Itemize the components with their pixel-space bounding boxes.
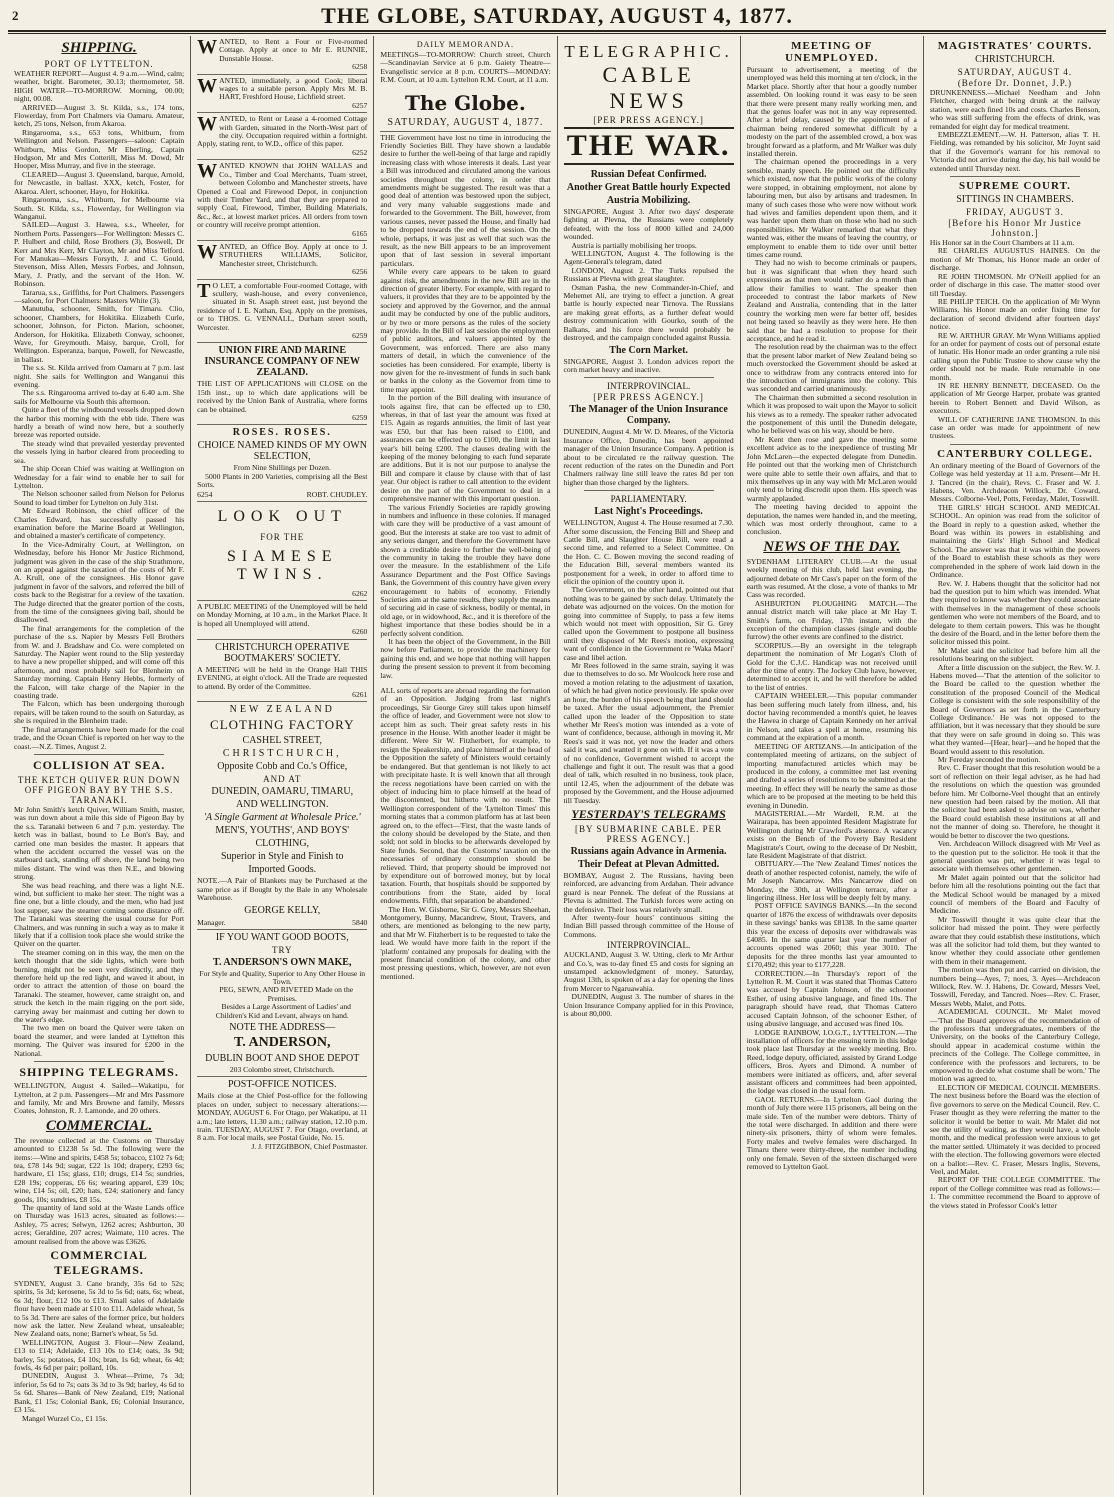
paragraph: Mr Fereday seconded the motion. (937, 755, 1041, 765)
armenia-heading: Russians again Advance in Armenia. (570, 845, 727, 857)
magistrates-date: SATURDAY, AUGUST 4. (957, 67, 1073, 77)
paragraph: The Government, on the other hand, pointed out that nothing was to be gained by such delay. Ultimately the debate was adjourned on the voices. On the motion for going into committee of Supply, to pass a few items which would not meet with opposition, Sir G. Grey called upon the Government to postpone all business until they disposed of Mr Rees's motion, expressing want of confidence in the Government re 'Waka Maori' case and libel action. (563, 585, 734, 662)
war-subheading: Russian Defeat Confirmed. (590, 169, 707, 180)
ad-number: 6254 (197, 489, 213, 499)
classified-ad (197, 115, 367, 160)
magistrates-heading: MAGISTRATES' COURTS. (937, 40, 1093, 52)
parliamentary-heading: PARLIAMENTARY. (610, 494, 687, 505)
plevna-heading: Their Defeat at Plevan Admitted. (578, 858, 720, 870)
ad-number: 6259 (352, 331, 368, 340)
paragraph: WELLINGTON, August 3. Flour—New Zealand, £13 to £14; Adelaide, £13 10s to £14; oats, 3s 9d; barley, 5s; potatoes, £4 10s; bran, 1s 6d; wheat, 6s 4d; fowls, 4s 6d per pair; pollard, 10s. (14, 1337, 185, 1373)
ad-number: 6257 (352, 100, 368, 110)
paragraph: The Falcon, which has been undergoing thorough repairs, will be taken round to the south on Saturday, as she is required in the Blenheim trade. (14, 699, 185, 726)
interprovincial-heading: INTERPROVINCIAL. (606, 381, 691, 392)
ad-line: CASHEL STREET, (242, 735, 322, 747)
ad-text: THE LIST OF APPLICATIONS will CLOSE on the 15th inst., up to which date applications will be received by the Union Bank of Australia, where forms can be obtained. (197, 379, 368, 414)
ad-line: IF YOU WANT GOOD BOOTS, (215, 931, 349, 943)
column-editorial (374, 36, 557, 1495)
ad-line: AND AT (263, 774, 302, 785)
classified-ad (197, 38, 367, 75)
shipping-heading: SHIPPING. (61, 40, 137, 56)
ad-line: CLOTHING, (255, 838, 310, 850)
war-subheading: Another Great Battle hourly Expected (566, 182, 731, 193)
magistrates-before: (Before Dr. Donnet, J.P.) (957, 78, 1073, 88)
ad-text: ANTED, an Office Boy. Apply at once to J. STRUTHERS WILLIAMS, Solicitor, Manchester street, Christchurch. (219, 241, 368, 268)
paragraph: An ordinary meeting of the Board of Governors of the College was held yesterday at 11 a.m. Present—Mr H. J. Tancred (in the chair), Revs. C. Fraser and W. J. Habens, Ven. Archdeacon Willock, Dr. Coward, Messrs. Colborne-Veel, Potts, Fereday, Malet, Tosswill. (929, 460, 1101, 504)
lookout-ad (197, 508, 367, 601)
paragraph: Osman Pasha, the new Commander-in-Chief, and Mehemet Ali, are trying to effect a junction. A great battle is hourly expected near Tirnova. The Russians are making great efforts, as a further defeat would destroy communication with Gourko, south of the Balkans, and his force there would probably be destroyed, and the campaign concluded against Russia. (563, 282, 734, 343)
memoranda-text: MEETINGS—TO-MORROW: Church street, Church—Scandinavian Service at 6 p.m. Gaiety Theatre—Evangelistic service at 8 p.m. COURTS—MONDAY: R.M. Court, at 10 a.m. Lyttelton R.M. Court, at 11 a.m. (380, 50, 551, 85)
drop-cap: W (197, 160, 218, 183)
paragraph: SYDENHAM LITERARY CLUB.—At the usual weekly meeting of this club, held last evening, the adjourned debate on Mr Cass's paper on the form of the earth was resumed. At the close, a vote of thanks to Mr Cass was recorded. (746, 556, 917, 600)
paragraph: POST OFFICE SAVINGS BANKS.—In the second quarter of 1876 the excess of withdrawals over deposits in these savings' banks was £8138. In the same quarter this year the excess of deposits over withdrawals was £4085. In the same quarter last year the number of accounts opened was 2060; this year 3010. The deposits for the three months last year amounted to £170,492; this year to £177,228. (746, 901, 917, 970)
paragraph: The chairman opened the proceedings in a very sensible, manly speech. He pointed out the difficulty which existed, now that the public works of the colony were stopped, in obtaining employment, not alone by labouring men, but also by artisans and tradesmen. In many of such cases those who were now without work had wives and families dependent upon them, and it was harder upon them than on those who had no such responsibilities. Mr Walker remarked that what they wanted was, either the means of leaving the country, or employment to enable them to tide over until better times came round. (746, 157, 917, 259)
ad-text: A PUBLIC MEETING of the Unemployed will be held on Monday Morning, at 10 a.m., in the Market Place. It is hoped all Unemployed will attend. (197, 602, 368, 628)
paragraph: LONDON, August 2. The Turks repulsed the Russians at Plevna with great slaughter. (563, 265, 734, 284)
paragraph: Mr Rees followed in the same strain, saying it was due to themselves to do so. Mr Woolcock here rose and moved a motion relating to the adjustment of taxation, of which he had given notice previously. He spoke over an hour, the burden of his speech being that land should be taxed. After the usual adjournment, the Premier called upon the leader of the Opposition to state whether Mr Rees's motion was intended as a vote of want of confidence, because, although in moving it, Mr Rees's said it was not, yet now the leader and others said it was, and wanted it gone on with. If it was a vote of no confidence, Government wished to accept the challenge and fight it out. The result was that a good deal of talk, which resulted in no business, took place, until 12.45, when the adjournment of the debate was proposed by the Government, and the House adjourned till Tuesday. (563, 661, 734, 805)
ad-heading: ROSES. ROSES. (232, 427, 332, 439)
parliamentary-subheading: Last Night's Proceedings. (594, 506, 703, 518)
ad-display-line: SIAMESE TWINS. (227, 547, 338, 583)
paragraph: The Chairman then submitted a second resolution in which it was proposed to wait upon the Mayor to solicit his views as to a remedy. The speaker rather advocated the postponement of this until the Dunedin delegate, who he believed was on his way, should be here. (746, 392, 917, 436)
interprovincial-heading: INTERPROVINCIAL. (606, 940, 691, 951)
telegraphic-heading: TELEGRAPHIC. (564, 42, 733, 61)
ad-role: Manager. (197, 917, 226, 927)
ad-line: Imported Goods. (248, 864, 317, 876)
union-insurance-ad (197, 345, 367, 425)
corn-market-heading: The Corn Market. (609, 344, 688, 356)
paragraph: Austria is partially mobilising her troops. (571, 240, 697, 250)
post-office-signature: J. J. FITZGIBBON, Chief Postmaster. (251, 1141, 368, 1151)
divider (950, 444, 1080, 445)
paragraph: The two men on board the Quiver were taken on board the steamer, and were landed at Lyttelton this morning. The Quiver was insured for £200 in the National. (14, 1023, 185, 1058)
paragraph: The s.s. Ringarooma arrived to-day at 6.40 a.m. She sails for Melbourne via South this afternoon. (14, 388, 185, 406)
paragraph: The revenue collected at the Customs on Thursday amounted to £1238 5s 5d. The following were the items:—Wine and spirits, £458 5s; tobacco, £102 7s 6d; tea, £78 14s 9d; sugar, £22 1s 10d; drapery, £293 6s; hardware, £1 15s; glass, £10; drugs, £14 5s; sundries, £28 19s; copperas, £6 6s; wearing apparel, £39 10s; wine, £14 5s; oil, £20; hats, £24; stationery and fancy goods, 10s; sundries, £8 15s. (14, 1135, 185, 1204)
column-telegraphic (558, 36, 741, 1495)
post-office-text: Mails close at the Chief Post-office for the following places on under, subject to necessary alterations:— MONDAY, AUGUST 6. For Otago, per Wakatipu, at 11 a.m.; late letters, 11.30 a.m.; railway station, 12.10 p.m. train. TUESDAY, AUGUST 7. For Otago, overland, at 8 a.m. For local mails, see Postal Guide, No. 15. (197, 1091, 368, 1143)
supreme-court-before: [Before his Honor Mr Justice Johnston.] (948, 218, 1082, 239)
ad-line: T. ANDERSON, (233, 1034, 331, 1050)
paragraph: The meeting having decided to appoint the deputation, the names were handed in, and the meeting, which was most orderly throughout, came to a conclusion. (746, 502, 917, 537)
page-number: 2 (12, 8, 19, 23)
bootmakers-ad (197, 642, 367, 703)
ad-signature: GEORGE KELLY, (244, 904, 321, 916)
union-insurance-heading: The Manager of the Union Insurance Company. (569, 404, 728, 427)
public-meeting-ad (197, 603, 367, 640)
drop-cap: W (197, 36, 218, 58)
ad-text: ANTED KNOWN that JOHN WALLAS and Co., Timber and Coal Merchants, Tuam street, between Colombo and Manchester streets, have Opened a Coal and Firewood Depot, in conjunction with their Timber Yard, and that they are prepared to supply Coal, Firewood, Timber, Building Materials, &c., &c., at lowest market prices. All orders from town or country will receive prompt attention. (197, 161, 368, 230)
memoranda-heading: DAILY MEMORANDA. (416, 40, 514, 49)
supreme-court-date: FRIDAY, AUGUST 3. (966, 207, 1064, 218)
paragraph: SINGAPORE, August 3. London advices report the corn market heavy and inactive. (563, 356, 734, 374)
divider (584, 490, 714, 491)
paragraph: While every care appears to be taken to guard against risk, the amendments in the new Bill are in the direction of greater liberty. For example, with regard to valuers, it provides that they are to be appointed by the society and approved by the Governor, and the annual audit may be conducted by one of the public auditors, or by two or more persons as the rules of the society may provide. In the Bill of last session the employment of public auditors, and valuers appointed by the Government, was enforced. There are also many matters of detail, in which the convenience of the societies has been considered. For example, liberty is now given for the re-investment of funds in such bank or banks in the colony as the Governor from time to time may appoint. (380, 267, 551, 394)
paragraph: IN RE HENRY BENNETT, DECEASED. On the application of Mr George Harper, probate was granted herein to Robert Bennett and David Wilson, as executors. (929, 380, 1101, 416)
paragraph: WILL OF CATHERINE JANE THOMSON. In this case an order was made for appointment of new trustees. (929, 414, 1101, 441)
collision-subheading: THE KETCH QUIVER RUN DOWN OFF PIGEON BAY BY THE S.S. TARANAKI. (17, 774, 181, 805)
paragraph: LODGE RAINBOW, I.O.G.T., LYTTELTON.—The installation of officers for the ensuing term in this lodge took place last Thursday at the weekly meeting. Bro. Reed, lodge deputy, officiated, assisted by Grand Lodge officers, Bros. Ayers and Dimond. A number of members were initiated as officers, and, after several assistant officers and committees had been appointed, the lodge was closed in the usual form. (746, 1027, 917, 1096)
paragraph: Rev. W. J. Habens thought that the solicitor had not had the question put to him which was intended. What they required to know was whether they could associate with themselves in the management of these schools gentlemen who were not members of the Board, and to delegate to them certain powers. This was he thought the desire of the Board, and in the letter before them the solicitor missed this point. (929, 578, 1101, 647)
paragraph: Pursuant to advertisement, a meeting of the unemployed was held this morning at ten o'clock, in the Market place. Shortly after that hour a goodly number assembled. On looking round it was easy to be seen that there were present many really working men, and that the genus loafer was not in any way represented. After a brief delay, caused by the appointment of a chairman being rendered somewhat difficult by a modesty on the part of the assembled crowd, a box was brought forward as a platform, and Mr Walker was duly installed therein. (746, 65, 917, 159)
paragraph: OBITUARY.—The 'New Zealand Times' notices the death of another respected colonist, namely, the wife of Mr Joseph Nancarrow. Mrs Nancarrow died on Monday, the 30th, at Wellington terrace, after a lingering illness. Her loss will be deeply felt by many. (746, 859, 917, 902)
column-courts (924, 36, 1106, 1495)
column-advertisements (191, 36, 374, 1495)
masthead-rule-thin (8, 33, 1106, 34)
paragraph: REPORT OF THE COLLEGE COMMITTEE. The report of the College committee was read as follows:— 1. The committee recommend the Board to approve of the views stated in Professor Cook's letter (929, 1175, 1101, 1210)
ad-line: 'A Single Garment at Wholesale Price.' (203, 812, 361, 824)
ad-subheading: CHOICE NAMED KINDS OF MY OWN SELECTION, (197, 440, 367, 463)
paragraph: It has been the object of the Government, in the Bill now before Parliament, to provide the machinery for gaining this end, and we hope that nothing will happen during the present session to prevent it from becoming law. (380, 637, 551, 680)
paragraph: Ringarooma, s.s., 653 tons, Whitburn, from Wellington and Nelson. Passengers—saloon: Captain Whitburn, Miss Gordon, Mr Eberling, Captain Hodgson, Mr and Mrs Cotterill, Miss M. Dowd, Mr Hooper, Miss Murray, and five in the steerage. (14, 127, 185, 171)
ad-display-line: LOOK OUT (217, 507, 347, 525)
drop-cap: W (197, 113, 218, 136)
divider (950, 176, 1080, 177)
editorial-date: SATURDAY, AUGUST 4, 1877. (380, 117, 550, 132)
paragraph: Ven. Archdeacon Willock disagreed with Mr Veel as to the question put to the solicitor. He took it that the general question was put, whether it was legal to associate with themselves other gentlemen. (929, 839, 1101, 874)
column-shipping (8, 36, 191, 1495)
ad-line: PEG, SEWN, AND RIVETED Made on the Premises. (219, 985, 354, 1003)
canterbury-college-heading: CANTERBURY COLLEGE. (937, 447, 1093, 460)
paragraph: The s.s. St. Kilda arrived from Oamaru at 7 p.m. last night. She sails for Wellington and Wanganui this evening. (14, 363, 185, 390)
masthead (0, 0, 1114, 30)
paragraph: After twenty-four hours' continuous sitting the Indian Bill passed through committee of the House of Commons. (563, 913, 734, 939)
paragraph: She was head reaching, and there was a light N.E. wind, but sufficient to make her steer. The night was a fine one, but a little cloudy, and the men, who had just lost supper, saw the steamer coming some distance off. The Taranaki was steering the usual course for Port Chalmers, and was running in such a way as to make it likely that if a collision took place she would strike the Quiver on the quarter. (14, 880, 185, 949)
ad-text: ANTED, immediately, a good Cook; liberal wages to a suitable person. Apply Mrs M. B. HART, Freshford House, Lichfield street. (219, 75, 368, 102)
paragraph: His Honor sat in the Court Chambers at 11 a.m. (929, 238, 1075, 248)
paragraph: CAPTAIN WHEELER.—This popular commander has been suffering much lately from illness, and, his doctor having recommended a month's quiet, he leaves the Hawea in charge of Captain Kennedy on her arrival in Nelson, and takes a spell at home, resuming his command at the expiration of a month. (746, 691, 917, 743)
paragraph: CLEARED—August 3. Queensland, barque, Arnold, for Newcastle, in ballast. XXX, ketch, Foster, for Akaroa. Alert, schooner, Hayo, for Hokitika. (14, 169, 185, 196)
paragraph: ELECTION OF MEDICAL COUNCIL MEMBERS. The next business before the Board was the election of five governors to serve on the Medical Council. Rev. C. Fraser thought as they were referring the matter to the solicitor it would be better to wait. Mr Malet did not see the utility of waiting, as they would have, a whole month, and the medical profession were anxious to get the matter settled. Ultimately it was decided to proceed with the election. The following governors were elected on a ballot:—Rev. C. Fraser, Messrs Inglis, Stevens, Veel, and Malet. (929, 1082, 1101, 1176)
ad-heading: CLOTHING FACTORY (210, 717, 355, 733)
paragraph: SYDNEY, August 3. Cane brandy, 35s 6d to 52s; spirits, 5s 3d; kerosene, 5s 3d to 5s 6d; oats, 6s; wheat, 6s 3d; flour, £12 10s to £13. Small sales of Adelaide flour have been made at £10 to £11. Adelaide wheat, 5s to 5s 3d. There are sales of the former price, but holders now ask the latter. New Zealand wheat, unsaleable; New Zealand oats, none; Barnet's wheat, 5s 5d. (14, 1279, 185, 1339)
ad-signature: ROBT. CHUDLEY. (306, 489, 368, 499)
paragraph: CORRECTION.—In Thursday's report of the Lyttelton R. M. Court it was stated that Thomas Cattero was accused by Captain Johnson, of the schooner Esther, of using abusive language, and fined 10s. The paragraph should have read, that Thomas Cattero accused Captain Johnson, of the schooner Esther, of using abusive language, and accused was fined 10s. (746, 968, 917, 1029)
ad-number: 6261 (352, 689, 368, 699)
ad-number: 6262 (352, 588, 368, 598)
ad-text: ANTED, to Rent a Four or Five-roomed Cottage. Apply at once to Mr E. RUNNIE, Dunstable House. (219, 37, 368, 63)
paragraph: RE PHILIP TEICH. On the application of Mr Wynn Williams, his Honor made an order fixing time for declaration of second dividend after fourteen days' notice. (929, 296, 1101, 332)
ad-line: TRY (272, 944, 293, 955)
paragraph: Mangel Wurzel Co., £1 15s. (22, 1413, 108, 1423)
ad-number: 6258 (352, 62, 368, 72)
collision-heading: COLLISION AT SEA. (32, 757, 166, 772)
column-news (741, 36, 924, 1495)
paragraph: Mr Edward Robinson, the chief officer of the Charles Edward, has successfully passed his examination before the Marine Board at Wellington, and obtained a master's certificate of competency. (14, 506, 185, 541)
paragraph: In the Vice-Admiralty Court, at Wellington, on Wednesday, before his Honor Mr Justice Richmond, judgment was given in the case of the ship Strathmore, on an appeal against the taxation of the costs of Mr F. A. Krull, one of the consignees. His Honor gave judgment in favor of the salvors, and referred the bill of costs back to the Registrar for a review of the taxation. The Judge directed that the greater portion of the costs, from the time of the consignees giving bail, should be disallowed. (14, 539, 185, 625)
divider (584, 377, 714, 378)
paragraph: SAILED—August 3. Hawea, s.s., Wheeler, for Northern Ports. Passengers—For Wellington: Messrs C. P. Hulbert and child, Rose Brothers (3), Boswell, Dr Kerr and Mrs Kerr, Mr Clayton, Mr and Miss Telford. For Manukau—Messrs Forsyth, J. and C. Gould, Stevenson, Miss Allen, Messrs Forbes, and Johnson, Mary, J. Pratly, and the servant of the Hon. W. Robinson. (14, 220, 185, 289)
roses-ad (197, 427, 367, 501)
ad-number: 6259 (352, 413, 368, 423)
paragraph: WELLINGTON, August 4. The House resumed at 7.30. After some discussion, the Fencing Bill and Sheep and Cattle Bill, and Slaughter House Bill, were read a second time, and referred to a Select Committee. On the Hon. C. C. Bowen moving the second reading of the Education Bill, several members wanted its postponement for a week, in order to afford time to elicit the opinion of the country upon it. (563, 518, 734, 586)
paragraph: THE Government have lost no time in introducing the Friendly Societies Bill. They have shown a laudable desire to further the well-being of that large and rapidly increasing class with whose interests it deals. Last year a Bill was introduced and circulated among the various societies throughout the colony, in order that amendments might be suggested. The result was that a good deal of attention was bestowed upon the subject, and very many valuable suggestions made and forwarded to the Government. The Bill, however, from various causes, never passed the House, and finally had to be dropped towards the end of the session. On the whole, perhaps, it was just as well that such was the result, as the new Bill appears to be an improvement upon that of last session in several important particulars. (380, 132, 551, 268)
ad-number: 6256 (352, 267, 368, 277)
post-office-heading: POST-OFFICE NOTICES. (227, 1079, 337, 1091)
shipping-body (14, 70, 184, 751)
newspaper-title: THE GLOBE, SATURDAY, AUGUST 4, 1877. (321, 3, 793, 28)
editorial-masthead: The Globe. (405, 90, 526, 115)
paragraph: ALL sorts of reports are abroad regarding the formation of an Opposition. Judging from last night's proceedings, Sir George Grey still takes upon himself the office of leader, and Government were not slow to accept him as such. Their great safety rests in his presence in the House. With another leader it might be different. Were Sir W. Fitzherbert, for example, to resign the Speakership, and place himself at the head of the Opposition the safety of Ministers would certainly be endangered. But that gentleman is not likely to act with precipitate haste. It is well known that all through the recess negotiations have been carried on with the object of inducing him to place himself at the head of the discontented, but hitherto with no result. The Wellington correspondent of the 'Lyttelton Times' this morning states that a common platform has at last been agreed on, to the effect—'First, that the waste lands of the colony should be developed by the State, and then sold; not sold in blocks to be afterwards developed by State funds. Second, that the Customs' taxation on the necessaries of ordinary consumption should be relieved. Third, that property should be improved not by expenditure out of borrowed money, but by local taxation. Fourth, that hospitals should be supported by contributions from the State, aided by local endowments. Fifth, that separation be abandoned.' (380, 686, 551, 906)
paragraph: AUCKLAND, August 3. W. Utting, clerk to Mr Arthur and Co.'s, was to-day fined £5 and costs for signing an unstamped acknowledgment of money. Saturday, August 13th, is spoken of as a day for opening the lines from Mercer to Ngaruawahia. (563, 950, 734, 993)
agency-note: [BY SUBMARINE CABLE. PER PRESS AGENCY.] (575, 823, 723, 844)
shipping-subheading: PORT OF LYTTELTON. (44, 59, 154, 69)
classified-ad (197, 240, 368, 280)
editorial-body (380, 134, 550, 982)
ad-number: 5840 (352, 917, 368, 927)
masthead-rule (8, 30, 1106, 32)
paragraph: Mr John Smith's ketch Quiver, William Smith, master, was run down about a mile this side of Pigeon Bay by the s.s. Taranaki between 6 and 7 p.m. yesterday. The ketch was in ballast, bound to Le Bon's Bay, and carried one man besides the master. It appears that when the accident occurred the vessel was on the starboard tack, standing off shore, the land being two miles distant. The wind was then N.E., and blowing strong. (14, 804, 185, 882)
paragraph: The various Friendly Societies are rapidly growing in numbers and influence in these colonies. If managed with care they will be productive of a vast amount of good. But the interests at stake are too vast to admit of any serious danger, and therefore the Government have shown a creditable desire to further the well-being of the community in taking the trouble they have done over the measure. In the establishment of the Life Assurance Department and the Post Office Savings Bank, the Government of this country have given every encouragement to habits of economy. Friendly Societies aim at the same results, they supply the means of securing aid in case of sickness, bodily or mental, in old age, or in widowhood, &c., and it is therefore of the highest importance that these bodies should be in a perfectly solvent condition. (380, 502, 551, 638)
paragraph: MEETING OF ARTIZANS.—In anticipation of the contemplated meeting of artizans, on the subject of importing manufactured articles which may be produced in the colony, a committee met last evening and drafted a series of resolutions to be submitted at the meeting. In effect they will be nearly the same as those which are to be proposed at the meeting to be held this evening in Dunedin. (746, 741, 917, 810)
ad-heading: UNION FIRE AND MARINE INSURANCE COMPANY OF NEW ZEALAND. (204, 345, 360, 379)
columns (8, 36, 1106, 1493)
paragraph: DUNEDIN, August 4. Mr W. D. Meares, of the Victoria Insurance Office, Dunedin, has been appointed manager of the Union Insurance Company. A petition is about to be circulated re the railway question. The recent reduction of the rates on the Dunedin and Port Chalmers railway line still leave the rates 8d per ton higher than those charged by the lighters. (563, 427, 734, 487)
war-heading: THE WAR. (564, 127, 734, 165)
paragraph: WELLINGTON, August 4. The following is the Agent-General's telegram, dated (563, 249, 734, 267)
divider (400, 683, 530, 684)
ad-line: 203 Colombo street, Christchurch. (229, 1064, 335, 1074)
paragraph: They had no wish to become criminals or paupers, but it was significant that when they heard such expressions as that men would rather do a month than allow their families to want. The speaker then proceeded to contrast the labor markets of New Zealand and Australia, contending that in the latter country the working men were far better off, besides not being taxed so heavily as they were here. He then said that he had a resolution to propose for their acceptance, and he read it. (746, 258, 917, 343)
ad-text: A MEETING will be held in the Orange Hall THIS EVENING, at eight o'clock. All the Trade are requested to attend. By order of the Committee. (197, 664, 368, 691)
commercial-telegrams-heading: COMMERCIAL TELEGRAMS. (50, 1248, 148, 1277)
classified-ad (197, 279, 368, 344)
paragraph: WEATHER REPORT—August 4. 9 a.m.—Wind, calm; weather, bright. Barometer, 30.13; thermometer, 58. HIGH WATER—TO-MORROW. Morning, 00.00; night, 00.08. (14, 69, 185, 104)
magistrates-subheading: CHRISTCHURCH. (975, 54, 1055, 65)
ad-line: T. ANDERSON'S OWN MAKE, (213, 956, 352, 968)
ad-line: AND WELLINGTON. (236, 799, 329, 811)
ad-line: Besides a Large Assortment of Ladies' and Children's Kid and Levant, always on hand. (215, 1002, 351, 1020)
supreme-court-heading: SUPREME COURT. (959, 180, 1071, 193)
paragraph: Mr Malet said the solicitor had before him all the resolutions bearing on the subject. (929, 645, 1101, 664)
ad-number: 6165 (352, 228, 368, 238)
paragraph: After a little discussion on the subject, the Rev. W. J. Habens moved—'That the attention of the solicitor to the Board be called to the question whether the constitution of the proposed Council of the Medical College is consistent with the sole responsibility of the Board of Governors as set forth in the Canterbury College Ordinance.' He was not opposed to the affiliation, but it was necessary that they should be sure that they were on safe ground in doing so. This was what they wanted—[Hear, hear]—and he hoped that the Board would assent to this resolution. (929, 662, 1101, 756)
paragraph: The quantity of land sold at the Waste Lands office on Thursday was 1613 acres, situated as follows:—Ashley, 75 acres; Selwyn, 1262 acres; Ashburton, 30 acres; Geraldine, 207 acres; Waimate, 110 acres. The amount realised from the above was £3626. (14, 1202, 185, 1246)
drop-cap: W (197, 240, 218, 263)
war-subheading: Austria Mobilizing. (606, 195, 691, 206)
news-of-the-day-heading: NEWS OF THE DAY. (763, 538, 901, 555)
classified-ad (197, 74, 368, 114)
divider (34, 754, 164, 755)
ad-text: 5000 Plants in 200 Varieties, comprising all the Best Sorts. (197, 471, 368, 490)
paragraph: RE CHARLES AUGUSTUS HAINES. On the motion of Mr Thomas, his Honor made an order of discharge. (929, 246, 1101, 273)
paragraph: The motion was then put and carried on division, the numbers being—Ayes, 7; noes, 3. Ayes—Archdeacon Willock, Rev. W. J. Habens, Dr. Coward, Messrs Veel, Tosswill, Fereday, and Tancred. Noes—Rev. C. Fraser, Messrs Webb, Malet, and Potts. (929, 965, 1101, 1008)
agency-note: [PER PRESS AGENCY.] (593, 392, 704, 403)
paragraph: Mr Malet again pointed out that the solicitor had before him all the resolutions pointing out the fact that the Medical School would be managed by a mixed council of members of the Board and Faculty of Medicine. (929, 872, 1101, 916)
classified-ad (197, 162, 367, 241)
paragraph: Tararua, s.s., Griffiths, for Port Chalmers. Passengers—saloon, for Port Chalmers: Masters White (3). (14, 287, 185, 305)
shipping-telegrams-heading: SHIPPING TELEGRAMS. (19, 1065, 179, 1080)
paragraph: Manutuba, schooner, Smith, for Timaru. Clio, schooner, Chambers, for Hokitika. Elizabeth Curle, schooner, Johnson, for Picton. Marion, schooner, Anderson, for Hokitika. Elizabeth Conway, schooner, Wave, for Greymouth. Maisy, barque, Croll, for Wellington. Esperanza, barque, Powell, for Newcastle, in ballast. (14, 304, 185, 364)
paragraph: The steamer coming on in this way, the men on the ketch thought that the side lights, which were both burning, might not be seen very distinctly, and they therefore held up the red light, and waved it about, in order to attract the attention of those on board the Taranaki. The steamer, however, came straight on, and struck the ketch in the main rigging on the port side, carrying away her mainmast and cutting her down to the water's edge. (14, 947, 185, 1025)
yesterdays-telegrams-heading: YESTERDAY'S TELEGRAMS (571, 806, 726, 821)
paragraph: DUNEDIN, August 3. The number of shares in the Union Insurance Company applied for in this Province, is about 80,000. (563, 992, 734, 1019)
paragraph: ASHBURTON PLOUGHING MATCH.—The annual district match will take place at Mr Hay T. Smith's farm, on Friday, 17th instant, with the exception of the champion classes (single and double furrow) the other events are confined to the district. (746, 598, 917, 642)
paragraph: The final arrangements have been made for the coal trade, and the Ocean Chief is reported on her way to the coast.—N.Z. Times, August 2. (14, 724, 185, 751)
paragraph: RE W. ARTHUR GRAY. Mr Wynn Williams applied for an order for payment of costs out of personal estate of lunatic. His Honor made an order granting a rule nisi calling upon the Public Trustee to show cause why the order should not be made. Rule returnable in one month. (929, 330, 1101, 382)
ad-line: NEW ZEALAND (229, 704, 335, 716)
paragraph: GAOL RETURNS.—In Lyttelton Gaol during the month of July there were 115 prisoners, all being on the male side. Ten of the number were debtors. Thirty of the total were discharged. In addition and there were ninety-six prisoners, thirty of whom were females. Forty males and twelve females were discharged. In Timaru there were thirty-three, the number including only one female. Seven of the sixteen discharged were removed to Lyttelton Gaol. (746, 1094, 917, 1171)
ad-text: O LET, a comfortable Four-roomed Cottage, with scullery, wash-house, and every convenience, situated in St. Asaph street east, just beyond the residence of I. E. Nathan, Esq. Apply on the premises, or to THOS. G. VENNALL, Durham street south, Worcester. (197, 280, 368, 332)
paragraph: ACADEMICAL COUNCIL. Mr Malet moved—'That the Board approves of the recommendation of the professors that undergraduates, members of the University, on the books of the Canterbury College, should appear in academical costume within the precincts of the College. The College committee, in conference with the professors and lecturers, to be empowered to decide what costume shall be worn.' The motion was agreed to. (929, 1007, 1101, 1084)
paragraph: Rev. C. Fraser thought that this resolution would be a sort of reflection on their legal adviser, as he had had the resolutions on which the question was grounded before him. Mr Colborne-Veel thought that an entirely new question had been raised by the motion. All that the solicitor had been asked to advise on was, whether the Board could establish these institutions at all and not the manner of doing so. Therefore, he thought it would be better to discover the two questions. (929, 763, 1101, 840)
paragraph: DRUNKENNESS.—Michael Needham and John Fletcher, charged with being drunk at the railway station, were each fined 10s and costs. Charles Benson, who was still suffering from the effects of drink, was remanded for eight day for medical treatment. (929, 88, 1101, 131)
paragraph: In the portion of the Bill dealing with insurance of tools against fire, that can be effected up to £30, whereas, in that of last year the amount was fixed at £15. Again as regards annuities, the limit of last year was £50, but that has been raised to £100, and assurances can be effected up to £100, the limit in last year's bill being £200. The clauses dealing with the keeping of the money belonging to each fund separate are additions. But it is not our purpose to analyse the Bill and compare it clause by clause with that of last year. Our object is rather to call attention to the evident desire on the part of the Government to deal in a comprehensive manner with this important question. (380, 393, 551, 504)
paragraph: RE JOHN THOMSON. Mr O'Neill applied for an order of discharge in this case. The matter stood over till Tuesday. (929, 271, 1101, 298)
ad-line: Superior in Style and Finish to (221, 851, 344, 863)
commercial-heading: COMMERCIAL. (45, 1117, 153, 1134)
paragraph: The final arrangements for the completion of the purchase of the s.s. Napier by Messrs Fell Brothers from W. and J. Bradshaw and Co. were completed on Saturday. The Napier went round to the Slip yesterday to have a new propeller shipped, and will come off this afternoon, and most probably sail for Blenheim on Saturday morning. Captain Henry Hebbs, formerly of the Falcon, will take charge of the Napier in the coasting trade. (14, 623, 185, 701)
paragraph: The steady wind that prevailed yesterday prevented the vessels lying in harbor cleared from proceeding to sea. (14, 438, 185, 465)
ad-line: DUBLIN BOOT AND SHOE DEPOT (205, 1052, 360, 1064)
ad-text: ANTED, to Rent or Lease a 4-roomed Cottage with Garden, situated in the North-West part of the city. Occupation required within a fortnight. Apply, stating rent, to W.D., office of this paper. (197, 114, 368, 149)
ad-text: NOTE.—A Pair of Blankets may be Purchased at the same price as if Bought by the Bale in any Wholesale Warehouse. (197, 876, 368, 903)
ad-line: Opposite Cobb and Co.'s Office, (217, 761, 348, 773)
agency-note: [PER PRESS AGENCY.] (593, 115, 704, 125)
paragraph: The Hon. W. Gisborne, Sir G. Grey, Messrs Sheehan, Montgomery, Bunny, Macandrew, Stout, Travers, and others, are mentioned as belonging to the new party, and that Mr W. Fitzherbert is to be requested to take the lead. We would have more faith in the report if the 'platform' contained any proposals for dealing with the present financial condition of the colony, and other most pressing questions, which, however, are not even mentioned. (380, 904, 551, 981)
ad-line: NOTE THE ADDRESS— (229, 1021, 336, 1033)
ad-display-line: FOR THE (260, 531, 305, 542)
divider (34, 1061, 164, 1062)
ad-heading: CHRISTCHURCH OPERATIVE BOOTMAKERS' SOCIETY. (215, 641, 350, 664)
paragraph: The ship Ocean Chief was waiting at Wellington on Wednesday for a fair wind to enable her to sail for Lyttelton. (14, 464, 185, 490)
boot-ad (197, 932, 367, 1078)
ad-line: From Nine Shillings per Dozen. (233, 463, 331, 473)
paragraph: DUNEDIN, August 3. Wheat—Prime, 7s 3d; inferior, 5s 6d to 7s; oats 3s 3d to 3s 9d; barley, 4s 6d to 5s 6d. Shares—Bank of New Zealand, £19; National Bank, £1 15s; Colonial Bank, £6; Colonial Insurance, £3 15s. (14, 1371, 185, 1415)
ad-line: CHRISTCHURCH, (222, 748, 342, 760)
ad-line: DUNEDIN, OAMARU, TIMARU, (211, 786, 354, 798)
drop-cap: T (197, 279, 211, 302)
meeting-heading: MEETING OF UNEMPLOYED. (785, 40, 879, 64)
paragraph: The Nelson schooner sailed from Nelson for Pelorus Sound to load timber for Lyttelton on July 31st. (14, 489, 185, 507)
paragraph: THE GIRLS' HIGH SCHOOL AND MEDICAL SCHOOL. An opinion was read from the solicitor of the Board in reply to a question asked, whether the Board was within its powers in establishing and maintaining the Girls' High School and Medical School. The answer was that it was within the powers of the Board to establish these schools as they were comprehended in the sphere of work laid down in the Ordinance. (929, 502, 1101, 580)
paragraph: MAGISTERIAL.—Mr Wardell, R.M. at the Wairarapa, has been appointed Resident Magistrate for Wellington during Mr Crawford's absence. A vacancy exists on the Bench of the Poverty Bay Resident Magistrate's Court, owing to the decease of Dr Nesbitt, late Resident Magistrate of that district. (746, 808, 917, 860)
paragraph: The resolution read by the chairman was to the effect that the present labor market of New Zealand being so much overstocked the Government should be asked at once to withdraw from any contracts entered into for the introduction of immigrants into the colony. This was seconded and carried unanimously. (746, 342, 917, 394)
ad-line: MEN'S, YOUTHS', AND BOYS' (215, 825, 350, 837)
paragraph: ARRIVED—August 3. St. Kilda, s.s., 174 tons, Flowerday, from Port Chalmers via Oamaru. Amateur, ketch, 25 tons, Nelson, from Akaroa. (14, 102, 185, 129)
supreme-court-subheading: SITTINGS IN CHAMBERS. (956, 194, 1074, 206)
paragraph: BOMBAY, August 2. The Russians, having been reinforced, are advancing from Ardahan. Their advance guard is near Pennek. The defeat of the Russians at Plevna is admitted. The Turkish forces were acting on the defensive. Their loss was relatively small. (563, 870, 734, 914)
paragraph: Quite a fleet of the windbound vessels dropped down the harbor this morning with the ebb tide. There was hardly a breath of wind now here, but a southerly breeze was reported outside. (14, 405, 185, 440)
ad-line: For Style and Quality, Superior to Any Other House in Town. (199, 968, 366, 986)
cable-news-heading: CABLE NEWS (602, 62, 695, 113)
ad-number: 6260 (352, 627, 368, 637)
paragraph: Mr Kent then rose and gave the meeting some excellent advice as to the inexpedience of trusting Mr John McLaren—the expected delegate from Dunedin. He pointed out that the working men of Christchurch were quite able to settle their own affairs, and that to mix themselves up in any way with Mr McLaren would only tend to bring discredit upon them. His speech was warmly applauded. (746, 434, 917, 503)
drop-cap: W (197, 74, 218, 97)
clothing-factory-ad (197, 704, 367, 929)
paragraph: SINGAPORE, August 3. After two days' desperate fighting at Plevna, the Russians were completely defeated, with the loss of 8000 killed and 24,000 wounded. (563, 207, 734, 242)
paragraph: SCORPIUS.—By an oversight in the telegraph department the nomination of Mr Logan's Cloth of Gold for the C.J.C. Handicap was not received until after the time of entry. The Jockey Club have, however, determined to accept it, and he will therefore be added to the list of entries. (746, 640, 917, 692)
paragraph: Ringarooma, s.s., Whitburn, for Melbourne via South. St. Kilda, s.s., Flowerday, for Wellington via Wanganui. (14, 195, 185, 221)
paragraph: WELLINGTON, August 4. Sailed—Wakatipu, for Lyttelton, at 2 p.m. Passengers—Mr and Mrs Passmore and family, Mr and Mrs Browne and family, Messrs Coates, Johnston, R. J. Lamonde, and 20 others. (14, 1081, 185, 1116)
ad-number: 6252 (352, 147, 368, 157)
paragraph: EMBEZZLEMENT.—W. H. Patterson, alias T. H. Fielding, was remanded by his solicitor, Mr Joynt said that if the Governor's warrant for his removal to Victoria did not arrive during the day, his bail would be extended until Thursday next. (929, 130, 1101, 173)
paragraph: Mr Tosswill thought it was quite clear that the solicitor had missed the point. They were perfectly aware that they could establish these institutions, which was all the solicitor had told them, but they wanted to know whether they could associate other gentlemen with them in their management. (929, 914, 1101, 966)
